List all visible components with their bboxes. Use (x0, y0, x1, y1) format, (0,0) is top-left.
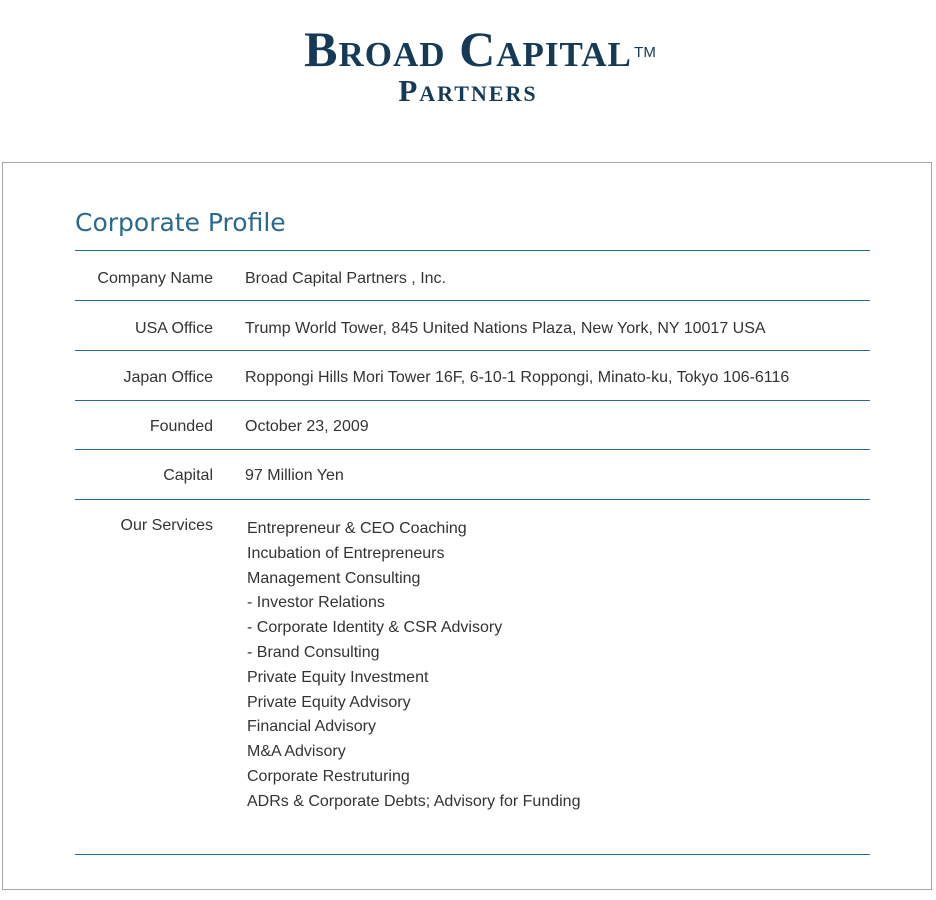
list-item: Incubation of Entrepreneurs (247, 544, 445, 562)
row-label: Capital (163, 467, 213, 484)
list-item: - Investor Relations (247, 594, 385, 612)
page-title: Corporate Profile (75, 208, 286, 237)
row-label: Japan Office (123, 369, 213, 386)
logo-name: Broad Capital (304, 21, 632, 77)
row-value: October 23, 2009 (245, 418, 369, 435)
divider (75, 300, 870, 301)
divider (75, 449, 870, 450)
row-value: Trump World Tower, 845 United Nations Plaza, New York, NY 10017 USA (245, 320, 766, 337)
company-logo (0, 22, 936, 106)
list-item: - Brand Consulting (247, 643, 380, 661)
row-label: Our Services (120, 517, 213, 534)
list-item: Private Equity Investment (247, 668, 429, 686)
row-value: 97 Million Yen (245, 467, 344, 484)
trademark-mark: TM (634, 44, 656, 61)
list-item: - Corporate Identity & CSR Advisory (247, 619, 503, 637)
list-item: M&A Advisory (247, 743, 346, 761)
list-item: Financial Advisory (247, 718, 376, 736)
divider (75, 854, 870, 855)
list-item: ADRs & Corporate Debts; Advisory for Funding (247, 792, 581, 810)
logo-line-2: Partners (398, 73, 538, 108)
divider (75, 499, 870, 500)
row-value: Roppongi Hills Mori Tower 16F, 6-10-1 Roppongi, Minato-ku, Tokyo 106-6116 (245, 369, 790, 386)
list-item: Entrepreneur & CEO Coaching (247, 520, 467, 537)
list-item: Management Consulting (247, 569, 421, 587)
divider (75, 350, 870, 351)
list-item: Corporate Restruturing (247, 767, 410, 785)
row-label: Founded (149, 418, 213, 435)
row-label: USA Office (135, 320, 213, 337)
row-value: Broad Capital Partners , Inc. (245, 270, 446, 287)
logo-line-1 (304, 21, 656, 77)
list-item: Private Equity Advisory (247, 693, 411, 711)
services-list (247, 517, 580, 815)
divider (75, 250, 870, 251)
divider (75, 400, 870, 401)
row-label: Company Name (97, 270, 213, 287)
